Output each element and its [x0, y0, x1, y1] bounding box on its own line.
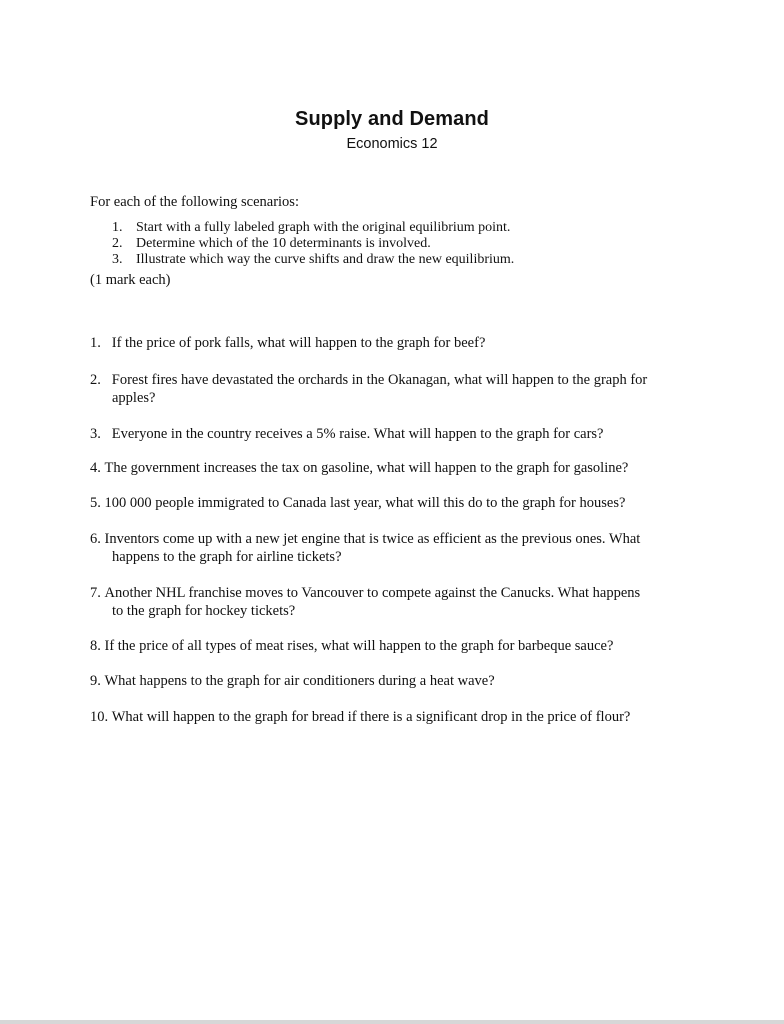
- question-text: What happens to the graph for air conditioners during a heat wave?: [104, 673, 495, 689]
- question-item: [90, 334, 700, 352]
- question-text: Everyone in the country receives a 5% raise. What will happen to the graph for cars?: [111, 426, 604, 442]
- question-text-continued: apples?: [112, 390, 156, 406]
- marks-note: (1 mark each): [90, 272, 171, 288]
- question-number: 9.: [90, 673, 101, 689]
- step-number: 1.: [112, 220, 123, 235]
- question-text: If the price of all types of meat rises, what will happen to the graph for barbeque sauce?: [104, 638, 614, 654]
- step-text: Start with a fully labeled graph with the original equilibrium point.: [136, 220, 511, 235]
- question-number: 2.: [90, 372, 101, 388]
- question-text: The government increases the tax on gasoline, what will happen to the graph for gasoline?: [104, 460, 629, 476]
- question-text: 100 000 people immigrated to Canada last year, what will this do to the graph for houses?: [104, 495, 626, 511]
- question-number: 3.: [90, 426, 101, 442]
- question-number: 10.: [90, 709, 109, 725]
- question-item: [90, 494, 700, 512]
- page-bottom-divider: [0, 1020, 784, 1024]
- question-text: Inventors come up with a new jet engine that is twice as efficient as the previous ones. What: [104, 531, 641, 547]
- question-item: [90, 708, 700, 726]
- question-number: 6.: [90, 531, 101, 547]
- page-subtitle: Economics 12: [346, 136, 438, 152]
- question-item: [90, 425, 700, 443]
- question-number: 5.: [90, 495, 101, 511]
- question-item: [90, 584, 700, 620]
- question-text: Forest fires have devastated the orchards in the Okanagan, what will happen to the graph for: [111, 372, 648, 388]
- question-item: [90, 672, 700, 690]
- question-number: 7.: [90, 585, 101, 601]
- question-text: Another NHL franchise moves to Vancouver to compete against the Canucks. What happens: [104, 585, 641, 601]
- question-text-continued: to the graph for hockey tickets?: [112, 603, 296, 619]
- step-number: 3.: [112, 252, 123, 267]
- question-item: [90, 459, 700, 477]
- question-text: If the price of pork falls, what will happen to the graph for beef?: [111, 335, 486, 351]
- instructions-intro: For each of the following scenarios:: [90, 194, 299, 210]
- question-item: [90, 637, 700, 655]
- page-title: Supply and Demand: [295, 108, 489, 130]
- question-number: 1.: [90, 335, 101, 351]
- instruction-step: [112, 252, 514, 268]
- instruction-step: [112, 220, 514, 236]
- instruction-step: [112, 236, 514, 252]
- step-text: Determine which of the 10 determinants is involved.: [136, 236, 431, 251]
- step-number: 2.: [112, 236, 123, 251]
- question-text: What will happen to the graph for bread if there is a significant drop in the price of flour?: [111, 709, 631, 725]
- question-number: 4.: [90, 460, 101, 476]
- question-item: [90, 530, 700, 566]
- instruction-steps: [112, 220, 514, 268]
- question-item: [90, 371, 700, 407]
- step-text: Illustrate which way the curve shifts and draw the new equilibrium.: [136, 252, 515, 267]
- question-text-continued: happens to the graph for airline tickets?: [112, 549, 342, 565]
- question-number: 8.: [90, 638, 101, 654]
